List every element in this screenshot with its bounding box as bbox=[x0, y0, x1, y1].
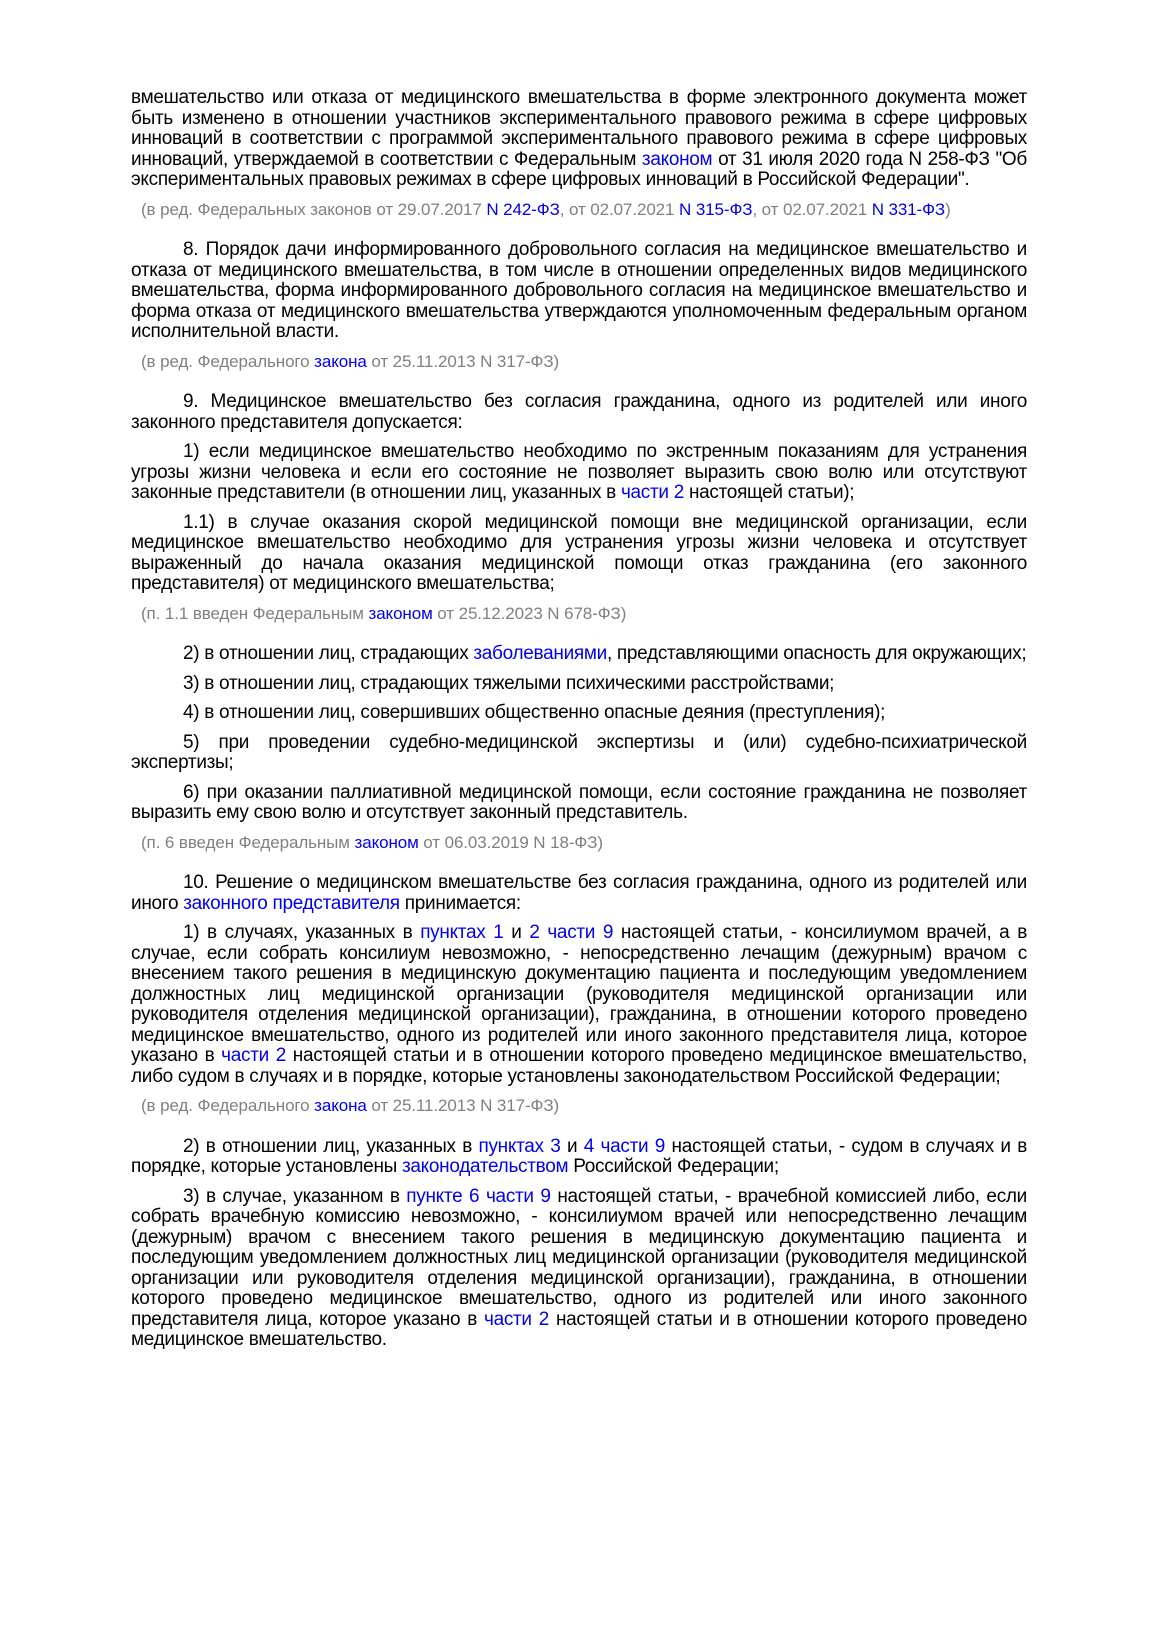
text-segment: 2) в отношении лиц, указанных в bbox=[183, 1135, 479, 1157]
text-segment: настоящей статьи, - врачебной комиссией либо, если собрать врачебную комиссию невозможно, - консилиумом врачей или непосредственно лечащим (дежурным) врачом с внесением такого решения в медицинскую документацию пациента и последующим уведомлением должностных лиц медицинской организации (руководителя медицинской организации или руководителя отделения медицинской организации), гражданина, в отношении которого проведено медицинское вмешательство, одного из родителей или иного законного представителя лица, которое указано в bbox=[131, 1185, 1027, 1330]
reference-link[interactable]: 2 части 9 bbox=[529, 922, 614, 943]
reference-link[interactable]: заболеваниями bbox=[473, 643, 607, 664]
reference-link[interactable]: 4 части 9 bbox=[583, 1135, 666, 1157]
text-segment: 9. Медицинское вмешательство без согласия гражданина, одного из родителей или иного законного представителя допускается: bbox=[131, 391, 1027, 433]
reference-link[interactable]: закона bbox=[314, 1096, 367, 1115]
paragraph bbox=[131, 392, 1027, 433]
text-segment: (п. 1.1 введен Федеральным bbox=[141, 603, 369, 623]
text-segment: 5) при проведении судебно-медицинской экспертизы и (или) судебно-психиатрической экспертизы; bbox=[131, 731, 1027, 773]
text-segment: , от 02.07.2021 bbox=[559, 199, 680, 219]
paragraph bbox=[131, 644, 1027, 665]
paragraph bbox=[131, 442, 1027, 504]
text-segment: 3) в случае, указанном в bbox=[183, 1185, 407, 1207]
document-page bbox=[131, 88, 1027, 1360]
text-segment: (в ред. Федерального bbox=[141, 351, 315, 371]
paragraph bbox=[131, 240, 1027, 343]
reference-link[interactable]: части 2 bbox=[221, 1045, 286, 1066]
text-segment: 1) в случаях, указанных в bbox=[183, 922, 421, 943]
paragraph bbox=[131, 703, 1027, 724]
text-segment: и bbox=[503, 922, 530, 943]
text-segment: Российской Федерации; bbox=[568, 1156, 779, 1177]
reference-link[interactable]: N 242-ФЗ bbox=[486, 199, 560, 219]
text-segment: (в ред. Федерального bbox=[141, 1096, 315, 1115]
reference-link[interactable]: законом bbox=[641, 148, 713, 170]
reference-link[interactable]: закона bbox=[314, 351, 367, 371]
text-segment: от 25.12.2023 N 678-ФЗ) bbox=[432, 603, 627, 623]
text-segment: 4) в отношении лиц, совершивших общественно опасные деяния (преступления); bbox=[183, 702, 886, 723]
reference-link[interactable]: пунктах 3 bbox=[478, 1135, 561, 1157]
paragraph bbox=[131, 923, 1027, 1087]
paragraph bbox=[131, 1137, 1027, 1178]
reference-link[interactable]: N 315-ФЗ bbox=[679, 199, 753, 219]
paragraph bbox=[131, 733, 1027, 774]
reference-link[interactable]: пунктах 1 bbox=[420, 922, 504, 943]
text-segment: 2) в отношении лиц, страдающих bbox=[183, 643, 474, 664]
text-segment: от 31 июля 2020 года N 258-ФЗ "Об экспериментальных правовых режимах в сфере цифровых инноваций в Российской Федерации". bbox=[131, 148, 1027, 190]
text-segment: и bbox=[560, 1135, 584, 1157]
text-segment: , представляющими опасность для окружающих; bbox=[606, 643, 1027, 664]
reference-link[interactable]: N 331-ФЗ bbox=[871, 199, 946, 219]
amendment-note bbox=[141, 352, 1027, 373]
reference-link[interactable]: части 2 bbox=[620, 482, 684, 503]
amendment-note bbox=[141, 200, 1027, 221]
text-segment: ) bbox=[945, 199, 951, 219]
paragraph bbox=[131, 783, 1027, 824]
paragraph bbox=[131, 1187, 1027, 1351]
paragraph bbox=[131, 873, 1027, 914]
reference-link[interactable]: законом bbox=[368, 603, 433, 623]
reference-link[interactable]: части 2 bbox=[483, 1308, 549, 1330]
text-segment: от 25.11.2013 N 317-ФЗ) bbox=[366, 1096, 560, 1115]
text-segment: (в ред. Федеральных законов от 29.07.2017 bbox=[141, 199, 487, 219]
paragraph bbox=[131, 513, 1027, 595]
text-segment: настоящей статьи и в отношении которого проведено медицинское вмешательство, либо судом в случаях и в порядке, которые установлены законодательством Российской Федерации; bbox=[131, 1045, 1027, 1087]
amendment-note bbox=[141, 833, 1027, 854]
paragraph bbox=[131, 88, 1027, 191]
text-segment: настоящей статьи, - консилиумом врачей, а в случае, если собрать консилиум невозможно, - непосредственно лечащим (дежурным) врачом с внесением такого решения в медицинскую документацию пациента и последующим уведомлением должностных лиц медицинской организации (руководителя медицинской организации или руководителя отделения медицинской организации), гражданина, в отношении которого проведено медицинское вмешательство, одного из родителей или иного законного представителя лица, которое указано в bbox=[131, 922, 1027, 1066]
text-segment: вмешательство или отказа от медицинского вмешательства в форме электронного документа может быть изменено в отношении участников экспериментального правового режима в сфере цифровых инноваций в соответствии с программой экспериментального правового режима в сфере цифровых инноваций, утверждаемой в соответствии с Федеральным bbox=[131, 87, 1027, 170]
text-segment: (п. 6 введен Федеральным bbox=[141, 832, 355, 852]
text-segment: принимается: bbox=[399, 892, 521, 914]
text-segment: от 06.03.2019 N 18-ФЗ) bbox=[418, 832, 603, 852]
reference-link[interactable]: законодательством bbox=[401, 1156, 569, 1177]
paragraph bbox=[131, 674, 1027, 695]
text-segment: 1) если медицинское вмешательство необходимо по экстренным показаниям для устранения угрозы жизни человека и если его состояние не позволяет выразить свою волю или отсутствуют законные представители (в отношении лиц, указанных в bbox=[131, 441, 1027, 503]
text-segment: от 25.11.2013 N 317-ФЗ) bbox=[366, 351, 560, 371]
text-segment: 10. Решение о медицинском вмешательстве без согласия гражданина, одного из родителей или иного bbox=[131, 872, 1027, 914]
text-segment: настоящей статьи и в отношении которого проведено медицинское вмешательство. bbox=[131, 1308, 1027, 1350]
text-segment: настоящей статьи, - судом в случаях и в порядке, которые установлены bbox=[131, 1135, 1027, 1177]
text-segment: 1.1) в случае оказания скорой медицинской помощи вне медицинской организации, если медицинское вмешательство необходимо для устранения угрозы жизни человека и отсутствует выраженный до начала оказания медицинской помощи отказ гражданина (его законного представителя) от медицинского вмешательства; bbox=[131, 511, 1027, 594]
reference-link[interactable]: пункте 6 части 9 bbox=[406, 1185, 551, 1207]
text-segment: , от 02.07.2021 bbox=[752, 199, 872, 219]
text-segment: 3) в отношении лиц, страдающих тяжелыми психическими расстройствами; bbox=[183, 672, 835, 694]
reference-link[interactable]: законом bbox=[354, 832, 419, 852]
amendment-note bbox=[141, 604, 1027, 625]
reference-link[interactable]: законного представителя bbox=[183, 892, 400, 914]
amendment-note bbox=[141, 1096, 1027, 1117]
text-segment: 8. Порядок дачи информированного добровольного согласия на медицинское вмешательство и отказа от медицинского вмешательства, в том числе в отношении определенных видов медицинского вмешательства, форма информированного добровольного согласия на медицинское вмешательство и форма отказа от медицинского вмешательства утверждаются уполномоченным федеральным органом исполнительной власти. bbox=[131, 239, 1027, 342]
text-segment: настоящей статьи); bbox=[683, 482, 855, 503]
text-segment: 6) при оказании паллиативной медицинской помощи, если состояние гражданина не позволяет выразить ему свою волю и отсутствует законный представитель. bbox=[131, 781, 1027, 823]
